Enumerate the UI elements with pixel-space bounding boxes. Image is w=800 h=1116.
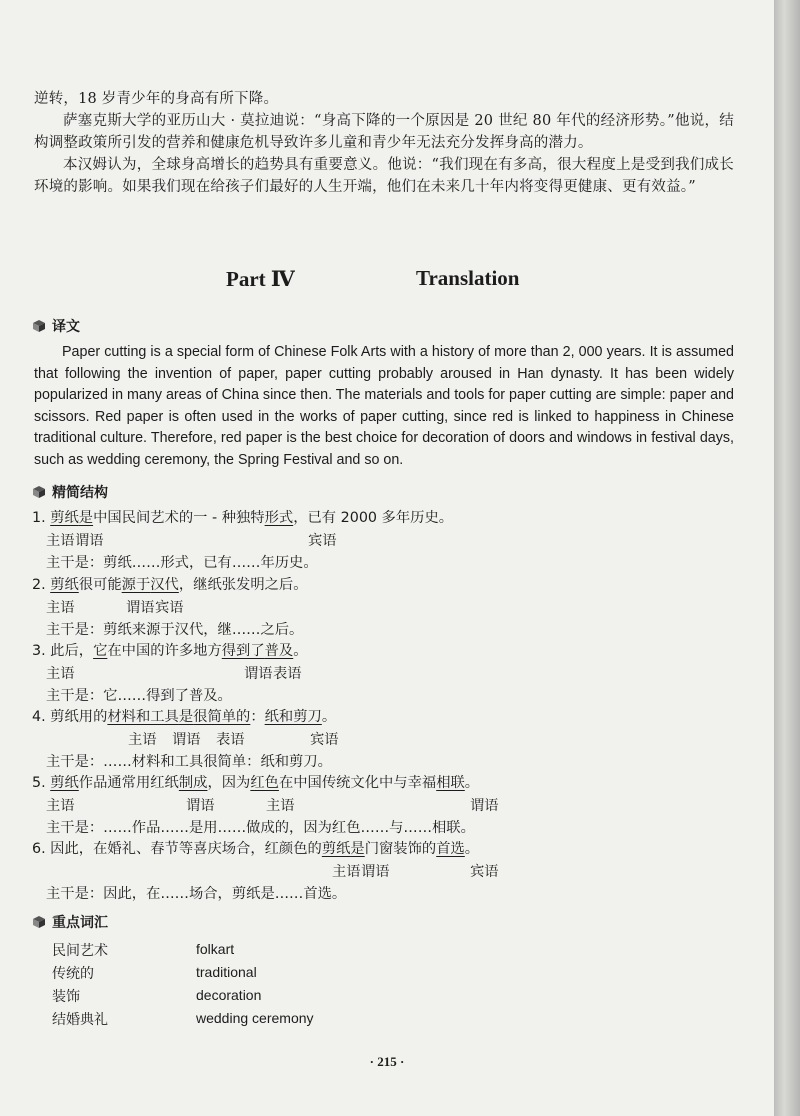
structure-sentence: 4. 剪纸用的材料和工具是很简单的：纸和剪刀。 [32,709,337,725]
sentence-trunk: 主干是：剪纸来源于汉代，继……之后。 [46,622,304,638]
book-page: 逆转，18 岁青少年的身高有所下降。 萨塞克斯大学的亚历山大 · 莫拉迪说：“身高下降的一个原因是 20 世纪 80 年代的经济形势。”他说，结构调整政策所引发的营养和健康危机导致许多儿童和青少年无法充分发挥身高的潜力。 本汉姆认为，全球身高增长的趋势具有重要意义。他说：“我们现在有多高，很大程度上是受到我们成长环境的影响。如果我们现在给孩子们最好的人生开端，他们在未来几十年内将变得更健康、更有效益。” Part Ⅳ Translation 译文 Paper cutting is a special form of Chinese Folk Arts with a history of more than 2, 000 years. It is assumed that following the invention of paper, paper cutting probably aroused in Han dynasty. It has been widely popularized in many areas of China since then. The materials and tools for paper cutting are simple: paper and scissors. Red paper is often used in the works of paper cutting, since red is linked to happiness in Chinese traditional culture. Therefore, red paper is the best choice for decoration of doors and windows in festival days, such as wedding ceremony, the Spring Festival and so on. 精简结构 1. 剪纸是中国民间艺术的一 - 种独特形式，已有 2000 多年历史。 主语 谓语 宾语 主干是：剪纸……形式，已有……年历史。 2. 剪纸很可能源于汉代，继纸张发明之后。 主语 谓语 宾语 主干是：剪纸来源于汉代，继……之后。 3. 此后，它在中国的许多地方得到了普及。 主语 谓语 表语 主干是：它……得到了普及。 4. 剪纸用的材料和工具是很简单的：纸和剪刀。 主语 谓语 表语 宾语 主干是：……材料和工具很简单：纸和剪刀。 5. 剪纸作品通常用红纸制成，因为红色在中国传统文化中与幸福相联。 主语 谓语 主语 谓语 主干是：……作品……是用……做成的，因为红色……与……相联。 6. 因此，在婚礼、春节等喜庆场合，红颜色的剪纸是门窗装饰的首选。 主语 谓语 宾语 主干是：因此，在……场合，剪纸是……首选。 重点词汇 民间艺术 folkart 传统的 traditional 装饰 decoration 结婚典礼 wedding ceremony · 215 · [0,0,774,1116]
vocab-translation: wedding ceremony [196,1010,314,1026]
sentence-trunk: 主干是：……作品……是用……做成的，因为红色……与……相联。 [46,820,475,836]
cube-icon [32,915,46,929]
section-heading-structure [32,482,108,502]
vocab-term: 民间艺术 [52,943,108,959]
sentence-trunk: 主干是：剪纸……形式，已有……年历史。 [46,555,318,571]
structure-sentence: 1. 剪纸是中国民间艺术的一 - 种独特形式，已有 2000 多年历史。 [32,510,454,526]
vocab-term: 结婚典礼 [52,1012,108,1028]
part-number: Part Ⅳ [226,267,295,291]
structure-sentence: 5. 剪纸作品通常用红纸制成，因为红色在中国传统文化中与幸福相联。 [32,775,480,791]
vocab-translation: traditional [196,964,257,980]
sentence-trunk: 主干是：它……得到了普及。 [46,688,232,704]
text-line: 逆转，18 岁青少年的身高有所下降。 [34,91,279,107]
page-edge [774,0,800,1116]
english-translation: Paper cutting is a special form of Chinese Folk Arts with a history of more than 2, 000 years. It is assumed that following the invention of paper, paper cutting probably aroused in Han dynasty. It has been widely popularized in many areas of China since then. The materials and tools for paper cutting are simple: paper and scissors. Red paper is often used in the works of paper cutting, since red is linked to happiness in Chinese traditional culture. Therefore, red paper is the best choice for decoration of doors and windows in festival days, such as wedding ceremony, the Spring Festival and so on. [34,344,734,468]
structure-sentence: 2. 剪纸很可能源于汉代，继纸张发明之后。 [32,577,308,593]
vocab-term: 装饰 [52,989,80,1005]
section-label: 译文 [52,319,80,335]
sentence-trunk: 主干是：……材料和工具很简单：纸和剪刀。 [46,754,332,770]
vocab-term: 传统的 [52,966,94,982]
page-number: · 215 · [369,1054,405,1069]
cube-icon [32,485,46,499]
cube-icon [32,319,46,333]
structure-sentence: 3. 此后，它在中国的许多地方得到了普及。 [32,643,308,659]
structure-sentence: 6. 因此，在婚礼、春节等喜庆场合，红颜色的剪纸是门窗装饰的首选。 [32,841,480,857]
section-heading-translation [32,316,80,336]
vocab-translation: folkart [196,941,235,957]
sentence-trunk: 主干是：因此，在……场合，剪纸是……首选。 [46,886,347,902]
vocab-translation: decoration [196,987,262,1003]
section-label: 重点词汇 [52,915,108,931]
section-label: 精简结构 [52,485,108,501]
part-title: Translation [416,266,520,290]
paragraph: 本汉姆认为，全球身高增长的趋势具有重要意义。他说：“我们现在有多高，很大程度上是受到我们成长环境的影响。如果我们现在给孩子们最好的人生开端，他们在未来几十年内将变得更健康、更有效益。” [34,157,734,195]
section-heading-vocabulary [32,912,108,932]
paragraph: 萨塞克斯大学的亚历山大 · 莫拉迪说：“身高下降的一个原因是 20 世纪 80 年代的经济形势。”他说，结构调整政策所引发的营养和健康危机导致许多儿童和青少年无法充分发挥身高的潜力。 [34,113,734,151]
